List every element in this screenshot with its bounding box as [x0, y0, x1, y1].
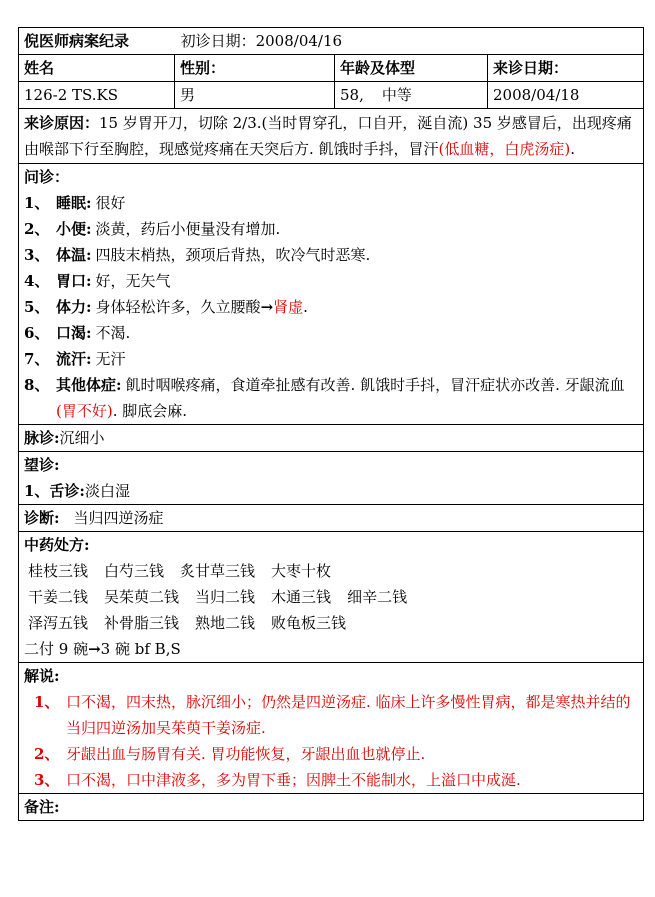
inquiry-item-sweat	[24, 346, 638, 372]
explanation-item	[24, 767, 638, 793]
dosage-line	[24, 636, 638, 662]
herb-item: 白芍三钱	[104, 562, 165, 580]
inquiry-item-thirst	[24, 320, 638, 346]
item-number: 3、	[24, 246, 50, 264]
notes-section	[19, 794, 644, 821]
item-label: 其他体症:	[56, 376, 122, 394]
tongue-label: 1、舌诊:	[24, 482, 85, 500]
pulse-section	[19, 425, 644, 452]
col-visit-date-header: 来诊日期：	[488, 55, 644, 82]
item-end: . 脚底会麻.	[112, 402, 188, 420]
tongue-text: 淡白湿	[84, 482, 130, 500]
inquiry-item-urine	[24, 216, 638, 242]
notes-label: 备注:	[24, 798, 60, 816]
herbal-section	[19, 532, 644, 663]
herb-item: 吴茱萸二钱	[104, 588, 180, 606]
herb-item: 补骨脂三钱	[104, 614, 180, 632]
item-text: 无汗	[95, 350, 126, 368]
item-text: 飢时咽喉疼痛，食道牵扯感有改善. 飢饿时手抖，冒汗症状亦改善. 牙龈流血	[125, 376, 625, 394]
inquiry-item-appetite	[24, 268, 638, 294]
item-label: 流汗:	[56, 350, 92, 368]
item-label: 胃口:	[56, 272, 92, 290]
patient-sex: 男	[175, 82, 335, 109]
herb-item: 大枣十枚	[271, 562, 332, 580]
item-end: .	[303, 298, 308, 316]
item-number: 5、	[24, 298, 50, 316]
item-text: 淡黄，药后小便量没有增加.	[95, 220, 281, 238]
reason-label: 来诊原因：	[24, 114, 100, 132]
diagnosis-label: 诊断:	[24, 509, 60, 527]
patient-age: 58,	[340, 86, 364, 104]
item-label: 睡眠:	[56, 194, 92, 212]
arrow-right-icon: →	[88, 640, 101, 658]
reason-red-note: (低血糖，白虎汤症)	[438, 140, 571, 158]
item-number: 3、	[34, 771, 60, 789]
col-name-header: 姓名	[19, 55, 175, 82]
herb-item: 败龟板三钱	[271, 614, 347, 632]
item-number: 4、	[24, 272, 50, 290]
record-title: 倪医师病案纪录	[24, 32, 130, 50]
item-number: 2、	[34, 745, 60, 763]
item-text: 口不渴，四末热，脉沉细小；仍然是四逆汤症. 临床上许多慢性胃病，都是寒热并结的当归四逆汤加吴茱萸干姜汤症.	[66, 693, 631, 737]
herb-item: 细辛二钱	[347, 588, 408, 606]
diagnosis-text: 当归四逆汤症	[73, 509, 164, 527]
explanation-label: 解说:	[24, 667, 60, 685]
item-number: 7、	[24, 350, 50, 368]
item-number: 6、	[24, 324, 50, 342]
col-age-header: 年龄及体型	[335, 55, 488, 82]
medical-record-table	[18, 27, 644, 821]
explanation-section	[19, 663, 644, 794]
item-label: 小便:	[56, 220, 92, 238]
herb-item: 炙甘草三钱	[180, 562, 256, 580]
inquiry-item-other	[24, 372, 638, 424]
record-title-row	[19, 28, 644, 55]
herbal-label: 中药处方:	[24, 536, 90, 554]
herb-row	[24, 610, 638, 636]
dosage-a: 二付 9 碗	[24, 640, 89, 658]
patient-build: 中等	[381, 86, 412, 104]
herb-row	[24, 558, 638, 584]
item-text: 口不渴，口中津液多，多为胃下垂；因脾土不能制水，上溢口中成涎.	[66, 771, 521, 789]
item-label: 口渴:	[56, 324, 92, 342]
item-text: 身体轻松许多，久立腰酸	[95, 298, 261, 316]
item-text: 很好	[95, 194, 126, 212]
inquiry-item-energy	[24, 294, 638, 320]
arrow-right-icon: →	[260, 298, 274, 316]
pulse-text: 沉细小	[59, 429, 105, 447]
item-number: 1、	[24, 194, 50, 212]
inquiry-item-sleep	[24, 190, 638, 216]
inquiry-label: 问诊：	[24, 168, 70, 186]
reason-section	[19, 109, 644, 164]
inquiry-item-temperature	[24, 242, 638, 268]
patient-id: 126-2 TS.KS	[19, 82, 175, 109]
herb-item: 木通三钱	[271, 588, 332, 606]
patient-visit-date: 2008/04/18	[488, 82, 644, 109]
item-text: 不渴.	[95, 324, 131, 342]
inquiry-section	[19, 164, 644, 425]
diagnosis-section	[19, 505, 644, 532]
herb-row	[24, 584, 638, 610]
item-number: 1、	[34, 693, 60, 711]
item-red-note: (胃不好)	[56, 402, 113, 420]
herb-item: 泽泻五钱	[28, 614, 89, 632]
herb-item: 干姜二钱	[28, 588, 89, 606]
observe-label: 望诊:	[24, 456, 60, 474]
item-text: 四肢末梢热，颈项后背热，吹冷气时恶寒.	[95, 246, 371, 264]
item-label: 体温:	[56, 246, 92, 264]
explanation-item	[24, 741, 638, 767]
item-label: 体力:	[56, 298, 92, 316]
observe-section	[19, 452, 644, 505]
col-sex-header: 性别：	[175, 55, 335, 82]
pulse-label: 脉诊:	[24, 429, 60, 447]
first-visit-date: 2008/04/16	[255, 32, 343, 50]
herb-item: 当归二钱	[195, 588, 256, 606]
reason-text: 15 岁胃开刀，切除 2/3.(当时胃穿孔，口自开，涎自流) 35 岁感冒后，出现疼痛由喉部下行至胸腔，现感觉疼痛在天突后方. 飢饿时手抖，冒汗	[24, 114, 632, 158]
explanation-item	[24, 689, 638, 741]
patient-age-build	[335, 82, 488, 109]
dosage-b: 3 碗 bf B,S	[100, 640, 181, 658]
item-number: 8、	[24, 376, 50, 394]
item-text: 好，无矢气	[95, 272, 171, 290]
item-number: 2、	[24, 220, 50, 238]
item-red-note: 肾虚	[273, 298, 304, 316]
first-visit-label: 初诊日期：	[180, 32, 256, 50]
reason-end: .	[570, 140, 576, 158]
item-text: 牙龈出血与肠胃有关. 胃功能恢复，牙龈出血也就停止.	[66, 745, 426, 763]
herb-item: 桂枝三钱	[28, 562, 89, 580]
herb-item: 熟地二钱	[195, 614, 256, 632]
